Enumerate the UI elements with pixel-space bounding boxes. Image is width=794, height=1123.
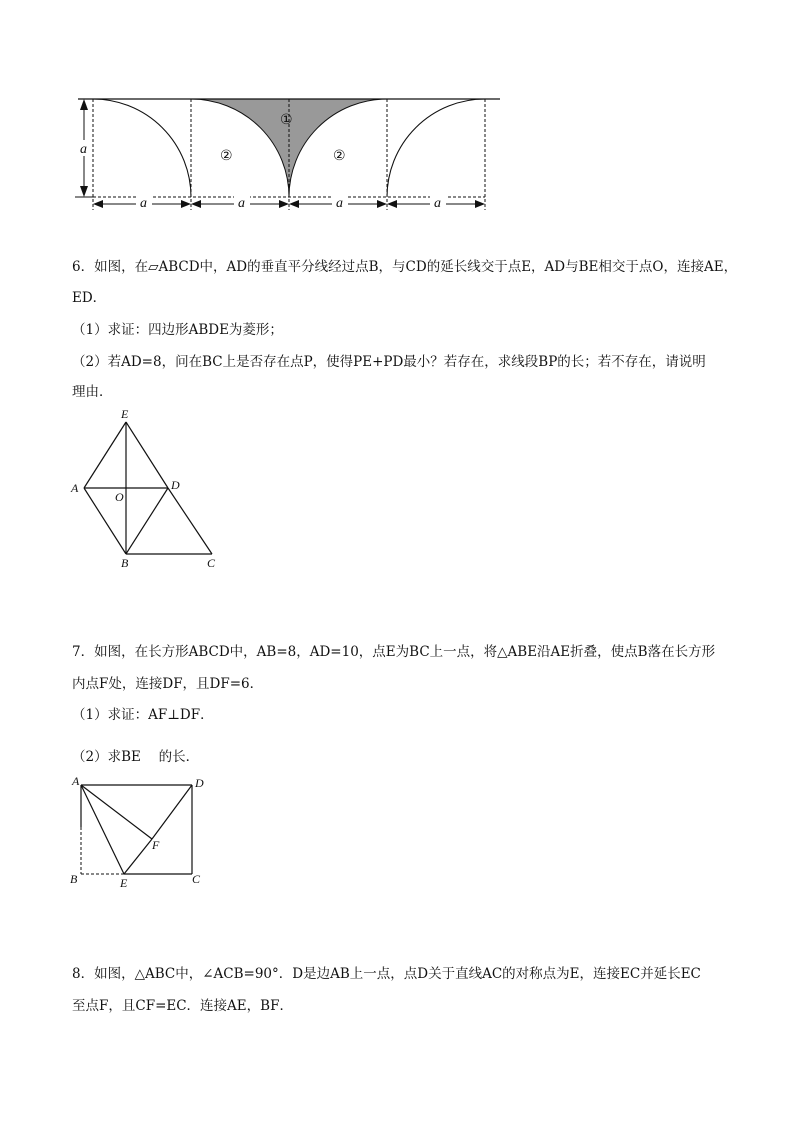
dim-a-3: a: [336, 196, 343, 211]
dim-a-1: a: [140, 196, 147, 211]
q6-stem-line1: 6．如图，在▱ABCD中，AD的垂直平分线经过点B，与CD的延长线交于点E，AD与BE相交于点O，连接AE，: [72, 259, 738, 275]
region-1-label: ①: [280, 112, 293, 128]
q7-label-A: A: [72, 774, 80, 788]
q7-label-C: C: [192, 872, 201, 886]
q6-label-B: B: [121, 556, 129, 570]
q8-stem-line1: 8．如图，△ABC中，∠ACB=90°．D是边AB上一点，点D关于直线AC的对称点为E，连接EC并延长EC: [72, 966, 701, 982]
q6-part1: （1）求证：四边形ABDE为菱形；: [72, 322, 283, 338]
q7-label-D: D: [195, 776, 204, 790]
q7-figure: [64, 772, 214, 892]
q7-stem-line1: 7．如图，在长方形ABCD中，AB=8，AD=10，点E为BC上一点，将△ABE沿AE折叠，使点B落在长方形: [72, 644, 716, 660]
q6-figure: [64, 404, 234, 574]
q6-part2-line1: （2）若AD=8，问在BC上是否存在点P，使得PE+PD最小？若存在，求线段BP的长；若不存在，请说明: [72, 354, 706, 370]
q6-label-O: O: [115, 490, 124, 504]
q6-label-C: C: [207, 556, 216, 570]
q7-part1: （1）求证：AF⊥DF．: [72, 707, 214, 723]
q8-stem-line2: 至点F，且CF=EC．连接AE，BF．: [72, 998, 293, 1014]
q7-label-B: B: [70, 872, 78, 886]
region-2-left-label: ②: [220, 148, 233, 164]
q6-label-A: A: [71, 481, 79, 495]
dim-a-2: a: [238, 196, 245, 211]
q6-label-D: D: [171, 478, 180, 492]
region-2-right-label: ②: [333, 148, 346, 164]
q6-part2-line2: 理由．: [72, 384, 113, 400]
top-figure: [0, 0, 794, 230]
q7-label-E: E: [120, 876, 128, 890]
dim-a-4: a: [434, 196, 441, 211]
q6-stem-line2: ED．: [72, 290, 107, 306]
q7-label-F: F: [152, 838, 160, 852]
q7-part2: （2）求BE 的长．: [72, 749, 200, 765]
dim-a-vertical: a: [80, 142, 87, 157]
q7-stem-line2: 内点F处，连接DF，且DF=6．: [72, 676, 264, 692]
q6-label-E: E: [121, 407, 129, 421]
